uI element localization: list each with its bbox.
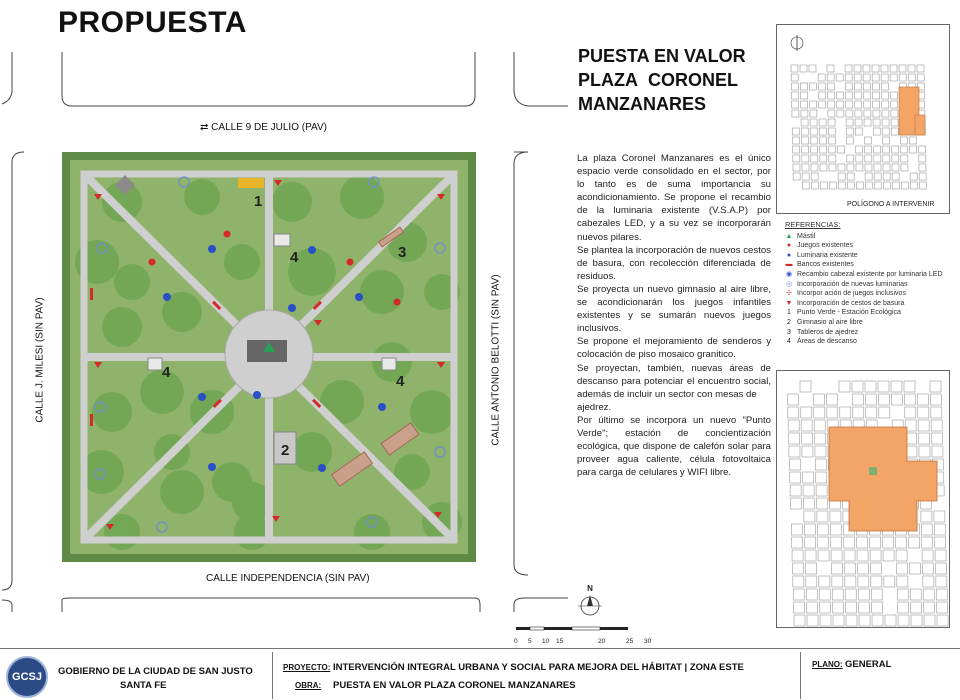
legend-symbol-icon: ◎ bbox=[785, 280, 793, 288]
legend-label: Incorporación de nuevas luminarias bbox=[797, 280, 908, 288]
zone-4-label-left: 4 bbox=[162, 364, 171, 381]
scale-tick-label: 5 bbox=[528, 638, 532, 645]
plano-value: GENERAL bbox=[845, 659, 892, 670]
legend-item bbox=[785, 299, 949, 309]
legend-label: Áreas de descanso bbox=[797, 338, 857, 346]
legend-symbol-icon: 1 bbox=[787, 309, 791, 317]
rest-area-top bbox=[274, 234, 290, 246]
legend-item bbox=[785, 289, 949, 299]
obra-value: PUESTA EN VALOR PLAZA CORONEL MANZANARES bbox=[333, 680, 576, 691]
legend-label: Incorporación de cestos de basura bbox=[797, 299, 905, 307]
legend-label: Tableros de ajedrez bbox=[797, 328, 859, 336]
legend-symbol-icon: 3 bbox=[787, 328, 791, 336]
legend-symbol-icon: ◉ bbox=[785, 270, 793, 278]
scale-tick-label: 10 bbox=[542, 638, 550, 645]
street-label-top: ⇄ CALLE 9 DE JULIO (PAV) bbox=[200, 122, 327, 133]
project-description: La plaza Coronel Manzanares es el único espacio verde consolidado en el sector, por lo tanto es de suma importancia su acondicionamiento. Se propone el recambio de la luminaria existente (V.S.A.P) por cabezales LED, y a su vez se incorporarán nuevos pilares. Se plantea la incorporación de nuevos cestos de basura, con recolección diferenciada de residuos. Se proyecta un nuevo gimnasio al aire libre, se acondicionarán los juegos infantiles existentes y se sumarán nuevos juegos inclusivos. Se propone el mejoramiento de senderos y colocación de piso mosaico granitico. Se proyectan, también, nuevas áreas de descanso para potenciar el encuentro social, además de incluir un sector con mesas de ajedrez. Por último se incorpora un nuevo "Punto Verde"; estación de concientización ecológica, que dispone de calefón solar para proveer agua caliente, célula fotovoltaica para carga de celulares y WIFI libre. bbox=[577, 153, 771, 479]
legend-label: Recambio cabezal existente por luminaria LED bbox=[797, 270, 943, 278]
proyecto-value: INTERVENCIÓN INTEGRAL URBANA Y SOCIAL PARA MEJORA DEL HÁBITAT | ZONA ESTE bbox=[333, 662, 744, 673]
north-arrow-mini bbox=[791, 35, 803, 51]
zone-4-label-right: 4 bbox=[396, 373, 405, 390]
scale-tick-label: 0 bbox=[514, 638, 518, 645]
legend-item bbox=[785, 337, 949, 347]
org-line1: GOBIERNO DE LA CIUDAD DE SAN JUSTO bbox=[58, 666, 253, 677]
legend-item bbox=[785, 318, 949, 328]
legend bbox=[785, 220, 949, 347]
legend-symbol-icon: ▬ bbox=[785, 261, 793, 269]
polygon-caption: POLÍGONO A INTERVENIR bbox=[847, 201, 935, 208]
punto-verde-station bbox=[238, 178, 264, 188]
legend-symbol-icon: 4 bbox=[787, 338, 791, 346]
plaza-plan bbox=[62, 152, 476, 562]
legend-label: Mástil bbox=[797, 232, 816, 240]
two-way-arrow-icon: ⇄ bbox=[200, 122, 212, 133]
project-title-line1: PUESTA EN VALOR bbox=[578, 46, 746, 66]
legend-item bbox=[785, 241, 949, 251]
legend-item bbox=[785, 260, 949, 270]
scale-tick-label: 20 bbox=[598, 638, 606, 645]
project-title-line3: MANZANARES bbox=[578, 94, 706, 114]
org-line2: SANTA FE bbox=[120, 680, 167, 691]
legend-item bbox=[785, 328, 949, 338]
project-title-line2a: PLAZA bbox=[578, 70, 638, 90]
scale-tick-label: 30 bbox=[644, 638, 652, 645]
north-label: N bbox=[587, 584, 593, 593]
project-title bbox=[578, 44, 768, 116]
footer-divider-2 bbox=[800, 652, 801, 699]
legend-label: Bancos existentes bbox=[797, 261, 854, 269]
legend-item bbox=[785, 280, 949, 290]
page-title: PROPUESTA bbox=[58, 6, 247, 39]
legend-symbol-icon: ▼ bbox=[785, 299, 793, 307]
legend-symbol-icon: 2 bbox=[787, 318, 791, 326]
plaza-marker-zoom bbox=[869, 467, 877, 475]
street-label-bottom: CALLE INDEPENDENCIA (SIN PAV) bbox=[206, 573, 370, 584]
legend-item bbox=[785, 308, 949, 318]
legend-symbol-icon: ▲ bbox=[785, 232, 793, 240]
legend-item bbox=[785, 232, 949, 242]
legend-item bbox=[785, 251, 949, 261]
zone-3-label: 3 bbox=[398, 244, 407, 261]
zone-1-label: 1 bbox=[254, 193, 263, 210]
legend-label: Punto Verde - Estación Ecológica bbox=[797, 309, 901, 317]
city-grid-map bbox=[777, 25, 949, 213]
compass-icon bbox=[576, 593, 604, 619]
legend-symbol-icon: ● bbox=[786, 251, 792, 259]
plano-label: PLANO: bbox=[812, 660, 843, 669]
location-map-bottom bbox=[776, 370, 950, 628]
legend-title: REFERENCIAS: bbox=[785, 220, 841, 229]
rest-area-left bbox=[148, 358, 162, 370]
legend-label: Luminaria existente bbox=[797, 251, 858, 259]
project-title-line2b: CORONEL bbox=[648, 70, 739, 90]
street-label-right: CALLE ANTONIO BELOTTI (SIN PAV) bbox=[490, 274, 502, 446]
scale-bar bbox=[514, 620, 664, 645]
scale-bar-graphic bbox=[514, 625, 664, 633]
legend-symbol-icon: ✣ bbox=[786, 290, 792, 298]
legend-symbol-icon: ● bbox=[786, 242, 792, 250]
scale-tick-label: 25 bbox=[626, 638, 634, 645]
north-arrow bbox=[576, 584, 604, 620]
legend-item bbox=[785, 270, 949, 280]
location-map-top bbox=[776, 24, 950, 214]
zoomed-grid-map bbox=[777, 371, 949, 627]
scale-tick-label: 15 bbox=[556, 638, 564, 645]
legend-label: Gimnasio al aire libre bbox=[797, 318, 863, 326]
legend-label: Incorpor ación de juegos inclusivos bbox=[797, 290, 906, 298]
gcsj-logo: GCSJ bbox=[6, 656, 48, 698]
zone-2-label: 2 bbox=[281, 442, 290, 459]
legend-label: Juegos existentes bbox=[797, 242, 854, 250]
obra-label: OBRA: bbox=[295, 681, 322, 690]
zone-4-label-top: 4 bbox=[290, 249, 299, 266]
footer-divider-1 bbox=[272, 652, 273, 699]
rest-area-right bbox=[382, 358, 396, 370]
proyecto-label: PROYECTO: bbox=[283, 663, 331, 672]
street-label-left: CALLE J. MILESI (SIN PAV) bbox=[34, 297, 46, 423]
